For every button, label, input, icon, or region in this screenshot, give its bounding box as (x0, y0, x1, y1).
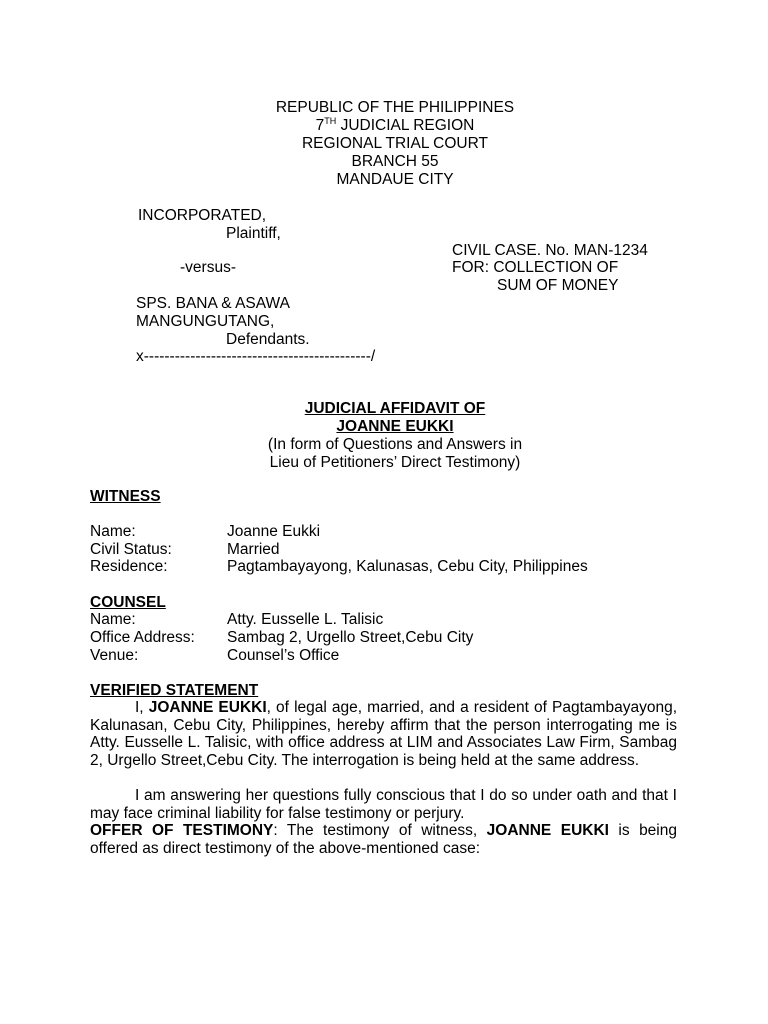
field-value: Joanne Eukki (227, 523, 321, 540)
case-nature: FOR: COLLECTION OF (452, 259, 619, 276)
defendant-name-1: SPS. BANA & ASAWA (136, 295, 290, 312)
affidavit-subtitle-2: Lieu of Petitioners’ Direct Testimony) (269, 454, 521, 471)
field-label: Civil Status: (90, 541, 172, 558)
court-republic: REPUBLIC OF THE PHILIPPINES (275, 99, 515, 116)
paragraph-spacer (90, 769, 677, 787)
affirmation-paragraph: I, JOANNE EUKKI, of legal age, married, and a resident of Pagtambayayong, Kalunasan, Cebu City, Philippines, hereby affirm that the person interrogating me is Atty. Eusselle L. Talisic, with office address at LIM and Associates Law Firm, Sambag 2, Urgello Street,Cebu City. The interrogation is being held at the same address. (90, 699, 677, 769)
case-number: CIVIL CASE. No. MAN-1234 (452, 242, 648, 259)
affiant-name: JOANNE EUKKI (148, 699, 267, 716)
verified-statement-body (90, 699, 677, 857)
field-label: Name: (90, 523, 136, 540)
counsel-heading: COUNSEL (90, 594, 166, 611)
defendant-name-2: MANGUNGUTANG, (136, 313, 275, 330)
court-city: MANDAUE CITY (336, 171, 454, 188)
field-value: Atty. Eusselle L. Talisic (227, 611, 384, 628)
affidavit-subtitle-1: (In form of Questions and Answers in (267, 436, 523, 453)
offer-paragraph: OFFER OF TESTIMONY: The testimony of witness, JOANNE EUKKI is being offered as direct testimony of the above-mentioned case: (90, 822, 677, 857)
court-branch: BRANCH 55 (351, 153, 439, 170)
witness-heading: WITNESS (90, 488, 161, 505)
defendant-role: Defendants. (226, 331, 310, 348)
plaintiff-role: Plaintiff, (226, 225, 281, 242)
field-label: Venue: (90, 647, 139, 664)
caption-separator: x--------------------------------------------/ (136, 348, 376, 365)
field-label: Name: (90, 611, 136, 628)
offer-witness-name: JOANNE EUKKI (486, 822, 609, 840)
verified-statement-heading: VERIFIED STATEMENT (90, 682, 259, 699)
field-value: Counsel’s Office (227, 647, 340, 664)
plaintiff-name: INCORPORATED, (138, 207, 267, 224)
field-value: Married (227, 541, 280, 558)
versus-label: -versus- (180, 259, 236, 276)
affidavit-title: JUDICIAL AFFIDAVIT OF (304, 400, 486, 417)
field-label: Office Address: (90, 629, 195, 646)
field-value: Pagtambayayong, Kalunasas, Cebu City, Philippines (227, 558, 588, 575)
field-label: Residence: (90, 558, 168, 575)
court-region: 7TH JUDICIAL REGION (315, 116, 475, 134)
affiant-name-title: JOANNE EUKKI (336, 418, 454, 435)
oath-paragraph: I am answering her questions fully conscious that I do so under oath and that I may face criminal liability for false testimony or perjury. (90, 786, 677, 822)
field-value: Sambag 2, Urgello Street,Cebu City (227, 629, 474, 646)
court-name: REGIONAL TRIAL COURT (301, 135, 489, 152)
case-nature-cont: SUM OF MONEY (497, 277, 619, 294)
offer-label: OFFER OF TESTIMONY (90, 822, 274, 840)
